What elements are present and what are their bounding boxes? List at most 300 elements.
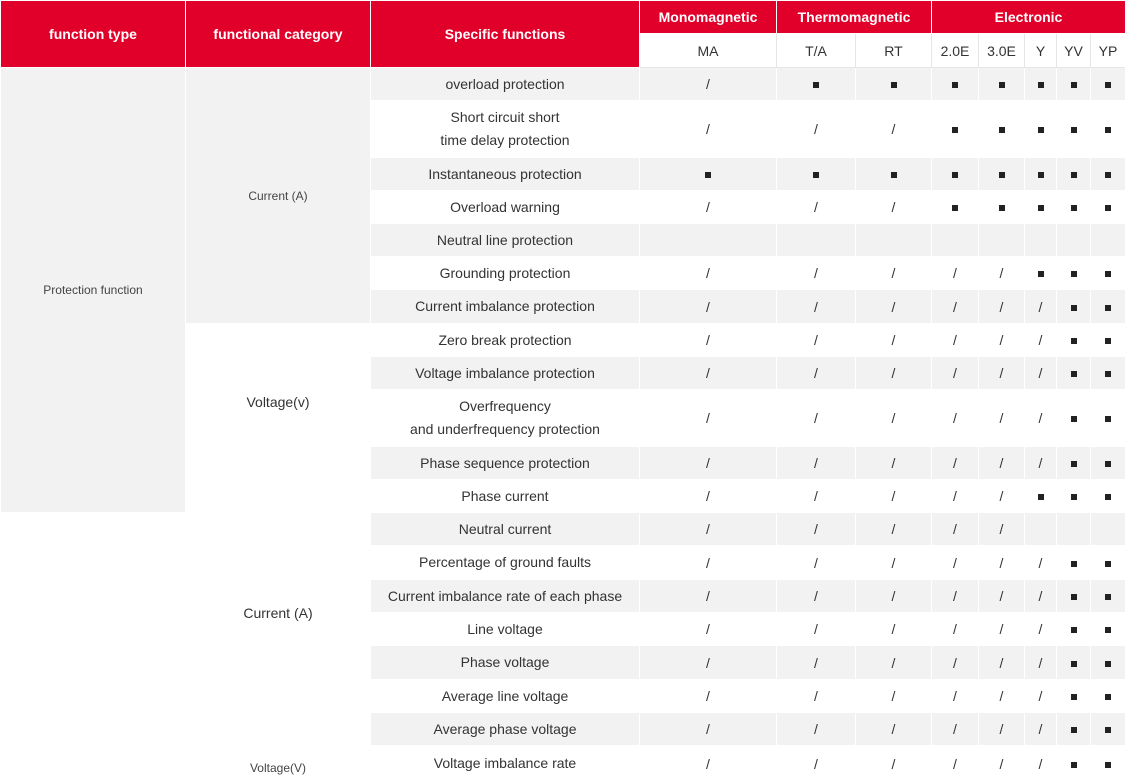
supported-square-icon (1105, 172, 1111, 178)
availability-cell (856, 713, 932, 746)
not-applicable-mark: / (814, 332, 818, 348)
not-applicable-mark: / (1038, 588, 1043, 604)
availability-cell (856, 680, 932, 713)
availability-cell (979, 546, 1025, 580)
not-applicable-mark: / (891, 688, 896, 704)
availability-cell (1025, 546, 1057, 580)
availability-cell (856, 613, 932, 646)
availability-cell (1091, 224, 1125, 257)
not-applicable-mark: / (1038, 654, 1043, 671)
availability-cell (1025, 613, 1057, 646)
availability-cell (932, 224, 979, 257)
availability-cell (640, 613, 777, 646)
not-applicable-mark: / (814, 554, 818, 571)
supported-square-icon (999, 127, 1005, 133)
availability-cell (777, 546, 856, 580)
not-applicable-mark: / (814, 755, 818, 772)
supported-square-icon (952, 127, 958, 133)
availability-cell (1025, 101, 1057, 158)
supported-square-icon (1071, 627, 1077, 633)
subheader-ma: MA (640, 34, 777, 68)
availability-cell (1057, 101, 1091, 158)
availability-cell (932, 357, 979, 390)
availability-cell (979, 101, 1025, 158)
supported-square-icon (1071, 172, 1077, 178)
not-applicable-mark: / (814, 654, 818, 671)
supported-square-icon (1071, 416, 1077, 422)
availability-cell (777, 101, 856, 158)
not-applicable-mark: / (953, 265, 957, 281)
supported-square-icon (1038, 82, 1044, 88)
not-applicable-mark: / (953, 365, 957, 381)
availability-cell (640, 546, 777, 580)
not-applicable-mark: / (1038, 365, 1043, 381)
table-row (1, 68, 1125, 101)
not-applicable-mark: / (814, 721, 818, 737)
availability-cell (856, 546, 932, 580)
not-applicable-mark: / (953, 554, 957, 571)
availability-cell (1091, 390, 1125, 447)
availability-cell (932, 257, 979, 290)
supported-square-icon (1105, 338, 1111, 344)
not-applicable-mark: / (891, 755, 896, 772)
supported-square-icon (705, 172, 711, 178)
not-applicable-mark: / (999, 488, 1004, 504)
supported-square-icon (1071, 561, 1077, 567)
availability-cell (979, 480, 1025, 513)
availability-cell (640, 158, 777, 191)
availability-cell (1057, 390, 1091, 447)
availability-cell (1091, 324, 1125, 357)
not-applicable-mark: / (891, 721, 896, 737)
availability-cell (777, 224, 856, 257)
availability-cell (856, 158, 932, 191)
availability-cell (932, 191, 979, 224)
availability-cell (640, 513, 777, 546)
supported-square-icon (1105, 461, 1111, 467)
supported-square-icon (1071, 661, 1077, 667)
supported-square-icon (1105, 594, 1111, 600)
supported-square-icon (1071, 727, 1077, 733)
availability-cell (640, 447, 777, 480)
availability-cell (1057, 447, 1091, 480)
not-applicable-mark: / (999, 410, 1004, 426)
specific-function-cell: Neutral line protection (371, 224, 640, 257)
availability-cell (1025, 713, 1057, 746)
availability-cell (1091, 357, 1125, 390)
availability-cell (777, 257, 856, 290)
availability-cell (1025, 257, 1057, 290)
availability-cell (1025, 357, 1057, 390)
availability-cell (777, 680, 856, 713)
subheader-2-0e: 2.0E (932, 34, 979, 68)
availability-cell (932, 546, 979, 580)
availability-cell (1091, 713, 1125, 746)
not-applicable-mark: / (814, 621, 818, 637)
availability-cell (1057, 257, 1091, 290)
supported-square-icon (1105, 127, 1111, 133)
supported-square-icon (891, 82, 897, 88)
availability-cell (1057, 546, 1091, 580)
availability-cell (979, 257, 1025, 290)
availability-cell (1025, 447, 1057, 480)
category-cell: Current (A) (186, 480, 371, 746)
supported-square-icon (1105, 494, 1111, 500)
supported-square-icon (1105, 371, 1111, 377)
supported-square-icon (1071, 271, 1077, 277)
not-applicable-mark: / (891, 521, 896, 537)
table-row (1, 513, 1125, 546)
availability-cell (1025, 580, 1057, 613)
not-applicable-mark: / (953, 298, 957, 315)
availability-cell (1091, 546, 1125, 580)
supported-square-icon (1038, 271, 1044, 277)
supported-square-icon (1105, 694, 1111, 700)
supported-square-icon (999, 82, 1005, 88)
not-applicable-mark: / (999, 721, 1004, 737)
availability-cell (1091, 680, 1125, 713)
availability-cell (856, 101, 932, 158)
availability-cell (1091, 746, 1125, 782)
not-applicable-mark: / (814, 688, 818, 704)
availability-cell (856, 357, 932, 390)
not-applicable-mark: / (814, 121, 818, 137)
not-applicable-mark: / (814, 521, 818, 537)
availability-cell (932, 101, 979, 158)
specific-function-cell: Short circuit short time delay protection (371, 101, 640, 158)
availability-cell (1091, 257, 1125, 290)
specific-function-cell: Current imbalance protection (371, 290, 640, 324)
availability-cell (640, 68, 777, 101)
not-applicable-mark: / (1038, 554, 1043, 571)
availability-cell (1057, 357, 1091, 390)
not-applicable-mark: / (814, 265, 818, 281)
not-applicable-mark: / (706, 488, 710, 504)
not-applicable-mark: / (1038, 410, 1043, 426)
availability-cell (932, 480, 979, 513)
availability-cell (932, 390, 979, 447)
not-applicable-mark: / (891, 199, 896, 215)
specific-function-cell: Average phase voltage (371, 713, 640, 746)
specific-function-cell: Overfrequency and underfrequency protection (371, 390, 640, 447)
not-applicable-mark: / (999, 588, 1004, 604)
subheader-yp: YP (1091, 34, 1125, 68)
not-applicable-mark: / (999, 688, 1004, 704)
not-applicable-mark: / (706, 199, 710, 215)
availability-cell (1091, 513, 1125, 546)
not-applicable-mark: / (953, 721, 957, 737)
availability-cell (1091, 447, 1125, 480)
availability-cell (1025, 324, 1057, 357)
specific-function-cell: Overload warning (371, 191, 640, 224)
availability-cell (777, 613, 856, 646)
availability-cell (1057, 580, 1091, 613)
not-applicable-mark: / (891, 654, 896, 671)
availability-cell (932, 613, 979, 646)
not-applicable-mark: / (999, 621, 1004, 637)
supported-square-icon (1038, 205, 1044, 211)
subheader-rt: RT (856, 34, 932, 68)
availability-cell (640, 713, 777, 746)
not-applicable-mark: / (891, 455, 896, 471)
supported-square-icon (1105, 271, 1111, 277)
supported-square-icon (1071, 127, 1077, 133)
supported-square-icon (1071, 694, 1077, 700)
supported-square-icon (1038, 494, 1044, 500)
not-applicable-mark: / (999, 755, 1004, 772)
availability-cell (979, 357, 1025, 390)
function-type-cell: Protection function (1, 68, 186, 513)
availability-cell (1025, 513, 1057, 546)
availability-cell (1091, 613, 1125, 646)
availability-cell (1057, 68, 1091, 101)
not-applicable-mark: / (891, 621, 896, 637)
supported-square-icon (813, 172, 819, 178)
not-applicable-mark: / (706, 121, 710, 137)
specific-function-cell: Instantaneous protection (371, 158, 640, 191)
specific-function-cell: Voltage imbalance protection (371, 357, 640, 390)
not-applicable-mark: / (953, 455, 957, 471)
specific-function-cell: Phase sequence protection (371, 447, 640, 480)
not-applicable-mark: / (999, 554, 1004, 571)
supported-square-icon (1105, 561, 1111, 567)
availability-cell (856, 480, 932, 513)
availability-cell (1025, 646, 1057, 680)
availability-cell (1057, 224, 1091, 257)
supported-square-icon (952, 172, 958, 178)
not-applicable-mark: / (953, 488, 957, 504)
not-applicable-mark: / (1038, 455, 1043, 471)
not-applicable-mark: / (814, 588, 818, 604)
not-applicable-mark: / (814, 365, 818, 381)
header-group-monomagnetic: Monomagnetic (640, 1, 777, 34)
availability-cell (856, 447, 932, 480)
not-applicable-mark: / (999, 654, 1004, 671)
header-group-electronic: Electronic (932, 1, 1125, 34)
not-applicable-mark: / (1038, 332, 1043, 348)
not-applicable-mark: / (1038, 755, 1043, 772)
not-applicable-mark: / (706, 755, 710, 772)
availability-cell (932, 447, 979, 480)
availability-cell (777, 68, 856, 101)
not-applicable-mark: / (999, 521, 1004, 537)
not-applicable-mark: / (706, 554, 710, 571)
availability-cell (1057, 680, 1091, 713)
specific-function-cell: Phase current (371, 480, 640, 513)
category-cell: Current (A) (186, 68, 371, 324)
not-applicable-mark: / (999, 265, 1004, 281)
availability-cell (979, 68, 1025, 101)
availability-cell (932, 513, 979, 546)
availability-cell (777, 191, 856, 224)
availability-cell (640, 101, 777, 158)
availability-cell (640, 290, 777, 324)
availability-cell (932, 580, 979, 613)
availability-cell (777, 746, 856, 782)
availability-cell (932, 713, 979, 746)
availability-cell (979, 158, 1025, 191)
availability-cell (1057, 158, 1091, 191)
specific-function-cell: Zero break protection (371, 324, 640, 357)
category-cell: Voltage(V) (186, 746, 371, 782)
specific-function-cell: Percentage of ground faults (371, 546, 640, 580)
subheader-yv: YV (1057, 34, 1091, 68)
availability-cell (1025, 158, 1057, 191)
supported-square-icon (1105, 661, 1111, 667)
supported-square-icon (1105, 627, 1111, 633)
function-type-cell (1, 513, 186, 782)
availability-cell (640, 580, 777, 613)
supported-square-icon (1105, 305, 1111, 311)
not-applicable-mark: / (891, 588, 896, 604)
supported-square-icon (891, 172, 897, 178)
specific-function-cell: Voltage imbalance rate (371, 746, 640, 782)
availability-cell (856, 390, 932, 447)
availability-cell (1091, 290, 1125, 324)
not-applicable-mark: / (891, 265, 896, 281)
availability-cell (1057, 290, 1091, 324)
supported-square-icon (1071, 461, 1077, 467)
availability-cell (979, 713, 1025, 746)
supported-square-icon (1038, 127, 1044, 133)
availability-cell (932, 290, 979, 324)
availability-cell (777, 447, 856, 480)
availability-cell (640, 680, 777, 713)
availability-cell (777, 390, 856, 447)
supported-square-icon (1071, 205, 1077, 211)
not-applicable-mark: / (1038, 298, 1043, 315)
not-applicable-mark: / (953, 654, 957, 671)
availability-cell (1091, 646, 1125, 680)
not-applicable-mark: / (814, 410, 818, 426)
availability-cell (640, 746, 777, 782)
availability-cell (1057, 480, 1091, 513)
not-applicable-mark: / (999, 365, 1004, 381)
supported-square-icon (1071, 594, 1077, 600)
not-applicable-mark: / (706, 654, 710, 671)
availability-cell (979, 746, 1025, 782)
header-specific-functions: Specific functions (371, 1, 640, 68)
availability-cell (979, 447, 1025, 480)
supported-square-icon (1105, 205, 1111, 211)
not-applicable-mark: / (706, 332, 710, 348)
availability-cell (640, 324, 777, 357)
not-applicable-mark: / (953, 688, 957, 704)
availability-cell (979, 646, 1025, 680)
availability-cell (856, 290, 932, 324)
supported-square-icon (1071, 371, 1077, 377)
not-applicable-mark: / (1038, 621, 1043, 637)
supported-square-icon (1105, 416, 1111, 422)
header-functional-category: functional category (186, 1, 371, 68)
availability-cell (1057, 713, 1091, 746)
availability-cell (777, 580, 856, 613)
specific-function-cell: Phase voltage (371, 646, 640, 680)
specific-function-cell: Line voltage (371, 613, 640, 646)
availability-cell (640, 390, 777, 447)
availability-cell (1057, 746, 1091, 782)
availability-cell (640, 646, 777, 680)
subheader-3-0e: 3.0E (979, 34, 1025, 68)
availability-cell (1091, 68, 1125, 101)
availability-cell (979, 224, 1025, 257)
availability-cell (1091, 580, 1125, 613)
supported-square-icon (999, 205, 1005, 211)
specific-function-cell: Neutral current (371, 513, 640, 546)
availability-cell (1091, 480, 1125, 513)
subheader-t-a: T/A (777, 34, 856, 68)
header-group-thermomagnetic: Thermomagnetic (777, 1, 932, 34)
not-applicable-mark: / (706, 621, 710, 637)
availability-cell (979, 191, 1025, 224)
not-applicable-mark: / (706, 455, 710, 471)
availability-cell (777, 357, 856, 390)
not-applicable-mark: / (891, 332, 896, 348)
not-applicable-mark: / (999, 298, 1004, 315)
availability-cell (979, 390, 1025, 447)
availability-cell (979, 513, 1025, 546)
supported-square-icon (999, 172, 1005, 178)
availability-cell (932, 680, 979, 713)
availability-cell (777, 713, 856, 746)
availability-cell (1025, 191, 1057, 224)
not-applicable-mark: / (891, 488, 896, 504)
not-applicable-mark: / (1038, 721, 1043, 737)
availability-cell (856, 191, 932, 224)
availability-cell (777, 646, 856, 680)
availability-cell (1057, 613, 1091, 646)
availability-cell (932, 68, 979, 101)
availability-cell (777, 324, 856, 357)
supported-square-icon (1105, 82, 1111, 88)
availability-cell (1057, 191, 1091, 224)
availability-cell (932, 746, 979, 782)
subheader-y: Y (1025, 34, 1057, 68)
specific-function-cell: Current imbalance rate of each phase (371, 580, 640, 613)
table-body (1, 68, 1125, 782)
not-applicable-mark: / (891, 554, 896, 571)
not-applicable-mark: / (706, 365, 710, 381)
availability-cell (856, 646, 932, 680)
availability-cell (856, 224, 932, 257)
availability-cell (1025, 390, 1057, 447)
availability-cell (1091, 101, 1125, 158)
availability-cell (1025, 224, 1057, 257)
not-applicable-mark: / (891, 410, 896, 426)
supported-square-icon (1038, 172, 1044, 178)
availability-cell (856, 68, 932, 101)
availability-cell (1025, 680, 1057, 713)
availability-cell (640, 480, 777, 513)
availability-cell (979, 324, 1025, 357)
supported-square-icon (1071, 494, 1077, 500)
availability-cell (777, 513, 856, 546)
not-applicable-mark: / (891, 365, 896, 381)
not-applicable-mark: / (814, 199, 818, 215)
not-applicable-mark: / (706, 410, 710, 426)
supported-square-icon (1071, 338, 1077, 344)
supported-square-icon (1105, 762, 1111, 768)
not-applicable-mark: / (999, 332, 1004, 348)
not-applicable-mark: / (953, 588, 957, 604)
availability-cell (1057, 513, 1091, 546)
availability-cell (640, 191, 777, 224)
not-applicable-mark: / (706, 721, 710, 737)
availability-cell (856, 513, 932, 546)
availability-cell (1091, 191, 1125, 224)
not-applicable-mark: / (814, 298, 818, 315)
availability-cell (979, 680, 1025, 713)
